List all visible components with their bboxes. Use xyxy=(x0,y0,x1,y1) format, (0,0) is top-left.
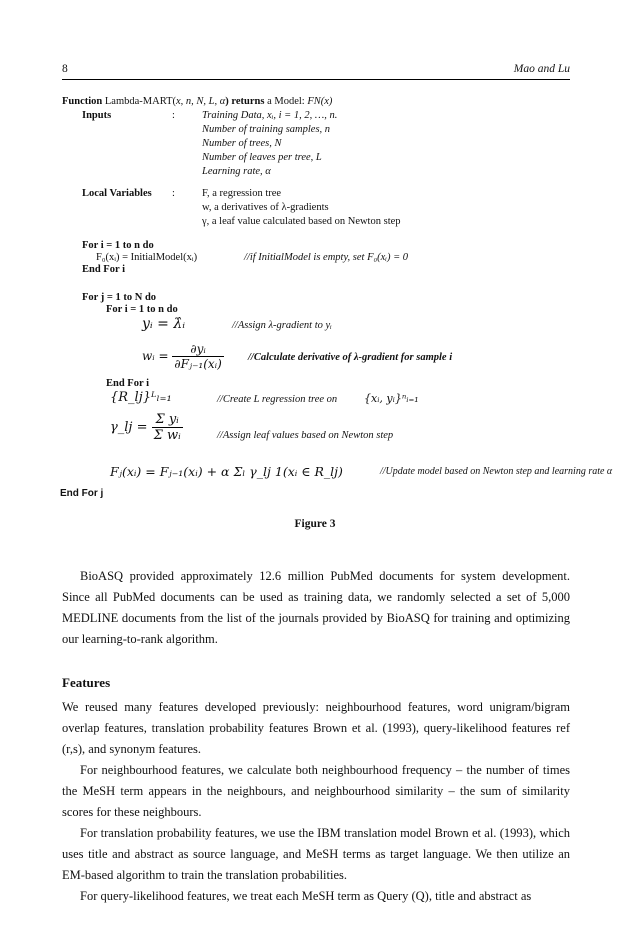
paragraph-text: BioASQ provided approximately 12.6 million PubMed documents for system development. Since all PubMed documents can be used as training data, we randomly selected a set of 5,000 MEDLINE documents from the list of the journals provided by BioASQ for training and optimizing our learning-to-rank algorithm. xyxy=(62,569,570,646)
initial-model-line: F₀(xᵢ) = InitialModel(xᵢ) xyxy=(96,252,198,263)
gamma-fraction xyxy=(152,412,183,443)
body-paragraph-2 xyxy=(62,697,570,907)
input-item: Number of trees, N xyxy=(202,138,282,149)
for-j-line: For j = 1 to N do xyxy=(82,292,157,303)
w-denominator: ∂Fⱼ₋₁(xᵢ) xyxy=(174,357,222,371)
locals-colon: : xyxy=(172,188,175,199)
page-number: 8 xyxy=(62,63,68,75)
initial-model-comment: //if InitialModel is empty, set F₀(xᵢ) = 0 xyxy=(244,252,409,263)
paragraph-text: We reused many features developed previously: neighbourhood features, word unigram/bigram overlap features, translation probability features Brown et al. (1993), query-likelihood features ref (r,s), and synonym features. xyxy=(62,700,570,756)
end-for-i: End For i xyxy=(82,264,125,275)
r-equation: {R_lj}ᴸₗ₌₁ xyxy=(110,390,172,405)
for-i-line: For i = 1 to n do xyxy=(82,240,154,251)
input-item: Number of leaves per tree, L xyxy=(202,152,322,163)
function-signature xyxy=(62,96,332,107)
gamma-lhs: γ_lj = xyxy=(110,420,148,435)
paragraph-text: For query-likelihood features, we treat each MeSH term as Query (Q), title and abstract as xyxy=(80,889,532,903)
function-name: Lambda-MART( xyxy=(104,96,176,107)
r-training-set: {xᵢ, yᵢ}ⁿᵢ₌₁ xyxy=(364,392,419,405)
y-assign-comment: //Assign λ-gradient to yᵢ xyxy=(232,320,332,331)
figure-caption: Figure 3 xyxy=(294,518,336,530)
input-item: Number of training samples, n xyxy=(202,124,331,135)
r-comment: //Create L regression tree on xyxy=(217,394,338,405)
function-args: x, n, N, L, α xyxy=(176,96,226,107)
returns-model: FN(x) xyxy=(307,96,333,107)
local-item: F, a regression tree xyxy=(202,188,282,199)
returns-text: a Model: xyxy=(267,96,305,107)
gamma-numerator: Σ yᵢ xyxy=(152,412,183,428)
gamma-denominator: Σ wᵢ xyxy=(153,428,181,443)
w-fraction xyxy=(172,342,223,371)
body-paragraph-1 xyxy=(62,566,570,650)
update-equation: Fⱼ(xᵢ) = Fⱼ₋₁(xᵢ) + α Σₗ γ_lj 1(xᵢ ∈ R_lj) xyxy=(110,464,343,479)
for-inner-line: For i = 1 to n do xyxy=(106,304,178,315)
paragraph-text: For neighbourhood features, we calculate both neighbourhood frequency – the number of times the MeSH term appears in the neighbours, and neighbourhood similarity – the sum of similarity scores for these neighbours. xyxy=(62,763,570,819)
gamma-equation xyxy=(110,412,183,443)
local-item: w, a derivatives of λ-gradients xyxy=(202,202,329,213)
gamma-comment: //Assign leaf values based on Newton step xyxy=(217,430,394,441)
algorithm-figure xyxy=(60,94,613,514)
w-equation xyxy=(142,342,224,371)
keyword-function: Function xyxy=(62,96,103,107)
running-authors: Mao and Lu xyxy=(513,63,570,75)
inputs-label: Inputs xyxy=(82,110,112,121)
paragraph-text: For translation probability features, we use the IBM translation model Brown et al. (1993), which uses title and abstract as source language, and MeSH terms as target language. We then utilize an EM-based algorithm to train the translation probabilities. xyxy=(62,826,570,882)
end-for-inner: End For i xyxy=(106,378,149,389)
running-header xyxy=(62,63,570,80)
inputs-colon: : xyxy=(172,110,175,121)
end-for-j: End For j xyxy=(60,488,104,499)
input-item: Training Data, xᵢ, i = 1, 2, …, n. xyxy=(202,110,338,121)
section-heading-features: Features xyxy=(62,675,111,690)
keyword-returns: ) returns xyxy=(225,96,265,107)
input-item: Learning rate, α xyxy=(202,166,271,177)
y-assign-equation: yᵢ = λ̂ᵢ xyxy=(142,316,186,332)
locals-label: Local Variables xyxy=(82,188,152,199)
local-item: γ, a leaf value calculated based on Newton step xyxy=(202,216,401,227)
w-numerator: ∂yᵢ xyxy=(172,342,223,357)
update-comment: //Update model based on Newton step and learning rate α xyxy=(380,466,613,477)
w-comment: //Calculate derivative of λ-gradient for sample i xyxy=(248,352,453,363)
w-lhs: wᵢ = xyxy=(142,349,169,363)
